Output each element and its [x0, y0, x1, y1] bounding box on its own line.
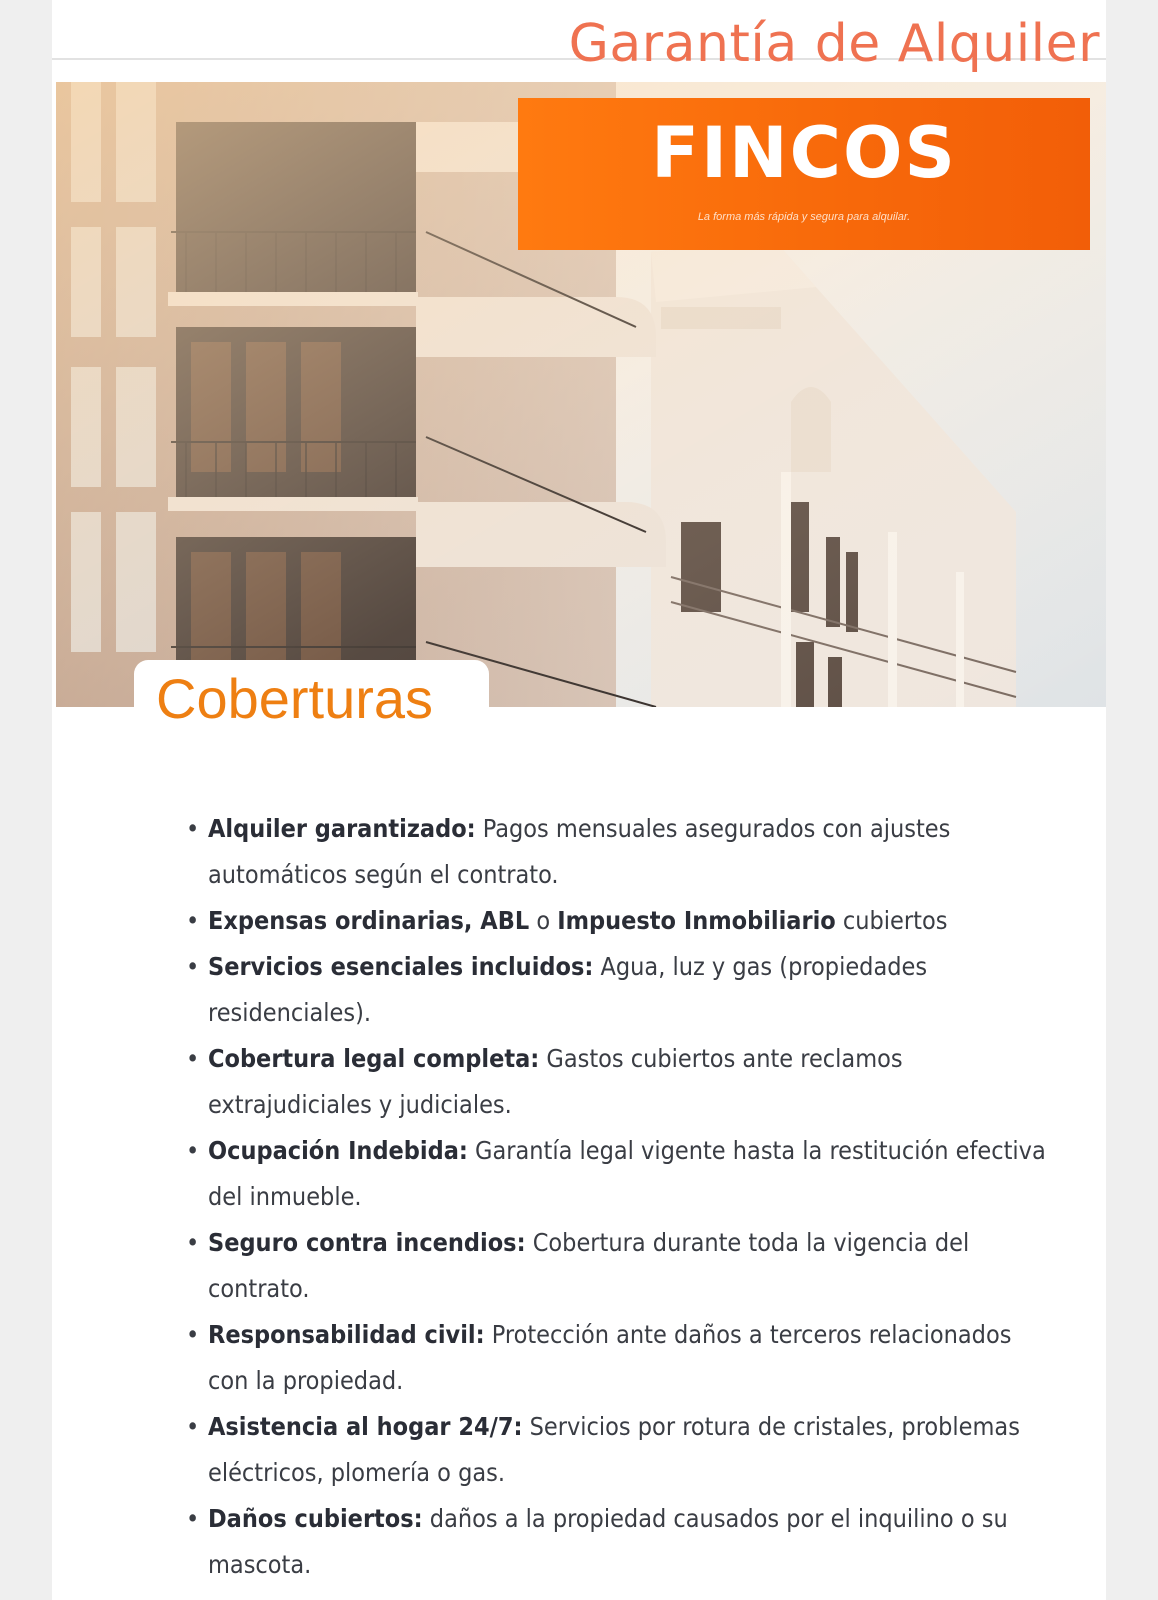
brand-banner [518, 98, 1090, 250]
brand-tagline: La forma más rápida y segura para alquilar. [697, 211, 911, 223]
coverage-item: • Expensas ordinarias, ABL o Impuesto Inmobiliario cubiertos [186, 898, 1046, 944]
coverage-item: • Cobertura legal completa: Gastos cubiertos ante reclamos extrajudiciales y judiciales. [186, 1036, 1046, 1128]
coverage-item: • Daños cubiertos: daños a la propiedad causados por el inquilino o su mascota. [186, 1496, 1046, 1588]
coverage-item: • Ocupación Indebida: Garantía legal vigente hasta la restitución efectiva del inmueble. [186, 1128, 1046, 1220]
coverage-item: • Alquiler garantizado: Pagos mensuales asegurados con ajustes automáticos según el contrato. [186, 806, 1046, 898]
brand-logo: FINCOS [651, 112, 957, 194]
coverage-list [186, 806, 1046, 1588]
coverage-item: • Servicios esenciales incluidos: Agua, luz y gas (propiedades residenciales). [186, 944, 1046, 1036]
page-title: Garantía de Alquiler [568, 14, 1100, 74]
coverage-item: • Asistencia al hogar 24/7: Servicios por rotura de cristales, problemas eléctricos, plomería o gas. [186, 1404, 1046, 1496]
section-title: Coberturas [156, 667, 434, 730]
coverage-item: • Seguro contra incendios: Cobertura durante toda la vigencia del contrato. [186, 1220, 1046, 1312]
coverage-item: • Responsabilidad civil: Protección ante daños a terceros relacionados con la propiedad. [186, 1312, 1046, 1404]
